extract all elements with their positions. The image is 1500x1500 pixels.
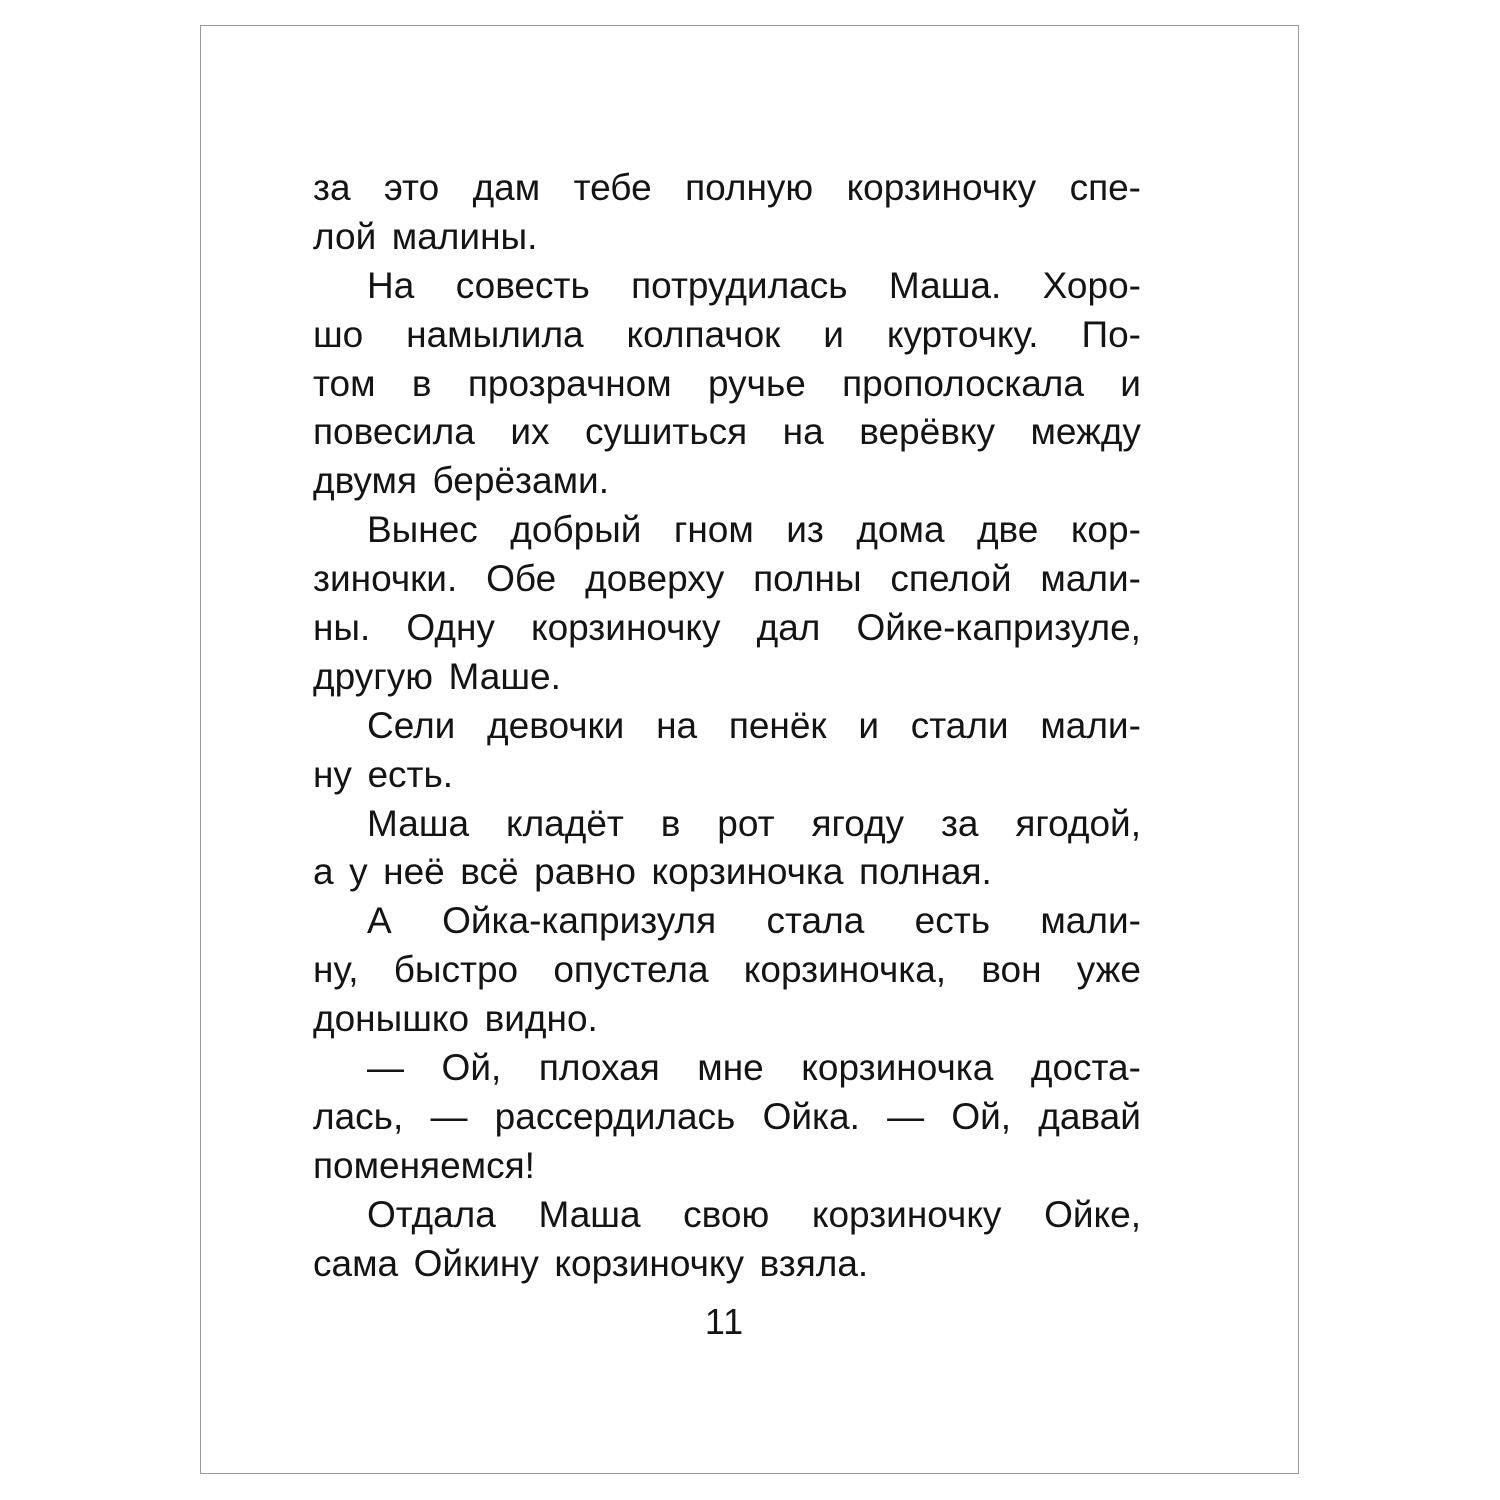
text-line: зиночки. Обе доверху полны спелой мали- (313, 558, 1141, 600)
text-line: том в прозрачном ручье прополоскала и (313, 362, 1141, 404)
text-line: лой малины. (313, 215, 538, 257)
book-page (200, 25, 1299, 1474)
text-line: Вынес добрый гном из дома две кор- (367, 509, 1141, 551)
text-line: другую Маше. (313, 655, 561, 697)
story-text (313, 164, 1141, 1288)
text-line: донышко видно. (313, 998, 598, 1040)
text-line: лась, — рассердилась Ойка. — Ой, давай (313, 1095, 1141, 1137)
text-line: — Ой, плохая мне корзиночка доста- (367, 1047, 1141, 1089)
text-line: Маша кладёт в рот ягоду за ягодой, (367, 802, 1141, 844)
text-line: двумя берёзами. (313, 460, 609, 502)
text-line: На совесть потрудилась Маша. Хоро- (367, 264, 1141, 306)
page-number: 11 (704, 1301, 745, 1342)
text-line: за это дам тебе полную корзиночку спе- (313, 167, 1141, 208)
text-line: ну, быстро опустела корзиночка, вон уже (313, 949, 1141, 991)
text-line: а у неё всё равно корзиночка полная. (313, 851, 992, 893)
text-line: ну есть. (313, 753, 454, 795)
text-line: сама Ойкину корзиночку взяла. (313, 1242, 869, 1284)
text-line: Отдала Маша свою корзиночку Ойке, (367, 1193, 1141, 1235)
text-line: ны. Одну корзиночку дал Ойке-капризуле, (313, 607, 1141, 649)
text-line: Сели девочки на пенёк и стали мали- (367, 704, 1141, 746)
text-line: шо намылила колпачок и курточку. По- (313, 313, 1141, 355)
text-line: А Ойка-капризуля стала есть мали- (367, 900, 1141, 942)
text-line: поменяемся! (313, 1144, 535, 1186)
text-line: повесила их сушиться на верёвку между (313, 411, 1141, 453)
